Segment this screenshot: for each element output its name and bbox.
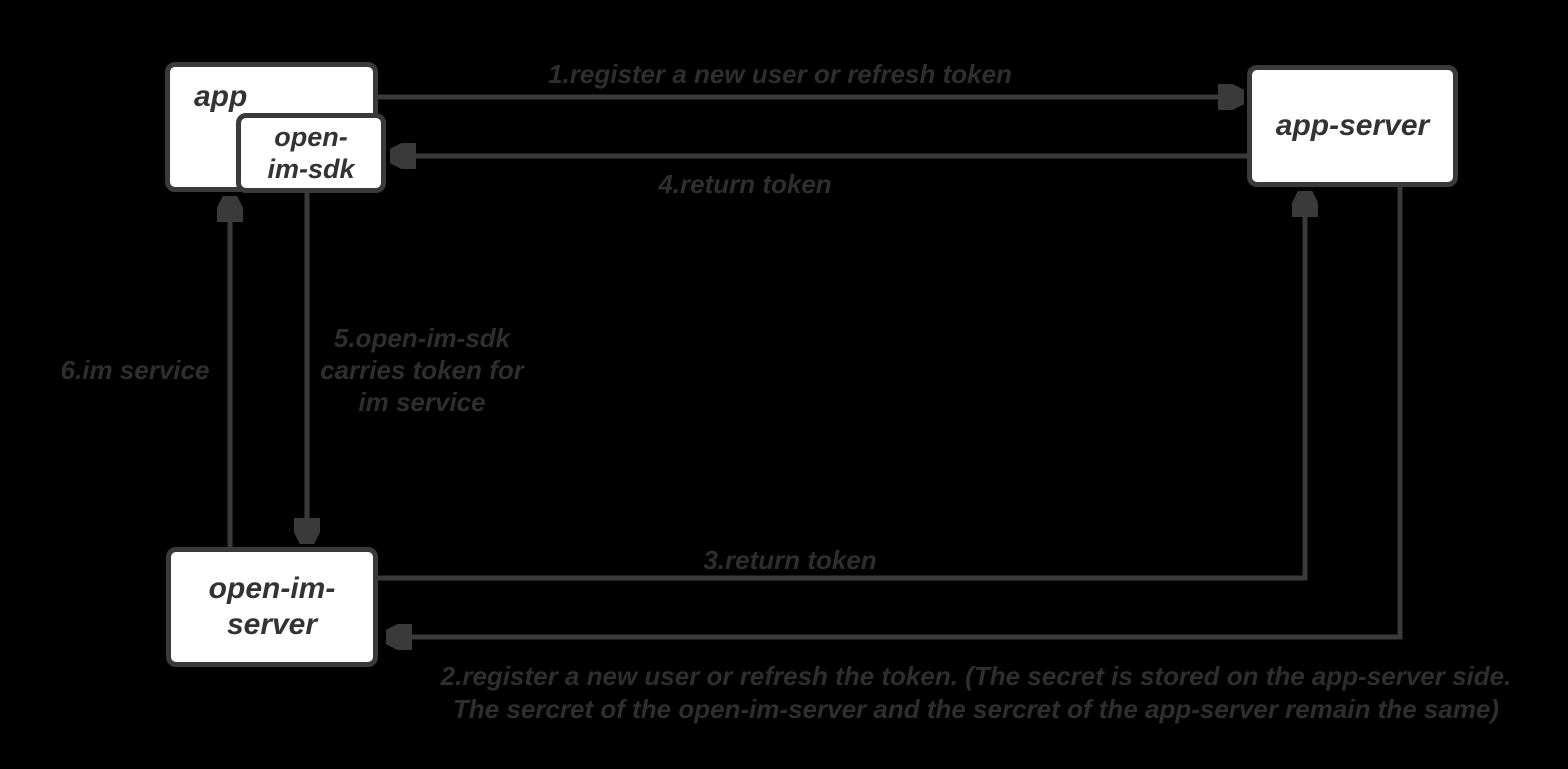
node-open-im-sdk-label: open- im-sdk (267, 121, 355, 184)
node-app-label: app (194, 80, 248, 113)
node-open-im-sdk (236, 113, 386, 193)
edge-label-6-im-service: 6.im service (60, 355, 210, 385)
edge-label-1-register-new-user: 1.register a new user or refresh token (548, 59, 1012, 89)
arrow-2-register-refresh-token (390, 187, 1400, 637)
node-app-server-label: app-server (1275, 109, 1430, 142)
edge-label-5-sdk-carries-token: 5.open-im-sdk carries token for im service (320, 323, 524, 417)
edge-label-3-return-token: 3.return token (703, 545, 877, 575)
node-open-im-server (166, 547, 378, 667)
edge-label-2-register-refresh-token: 2.register a new user or refresh the token. (The secret is stored on the app-server side. The sercret of the open-im-server and the sercret of the app-server remain the same) (440, 661, 1512, 724)
edge-label-4-return-token: 4.return token (658, 169, 832, 199)
node-open-im-server-label: open-im- server (208, 572, 336, 641)
node-app-server (1247, 65, 1458, 187)
